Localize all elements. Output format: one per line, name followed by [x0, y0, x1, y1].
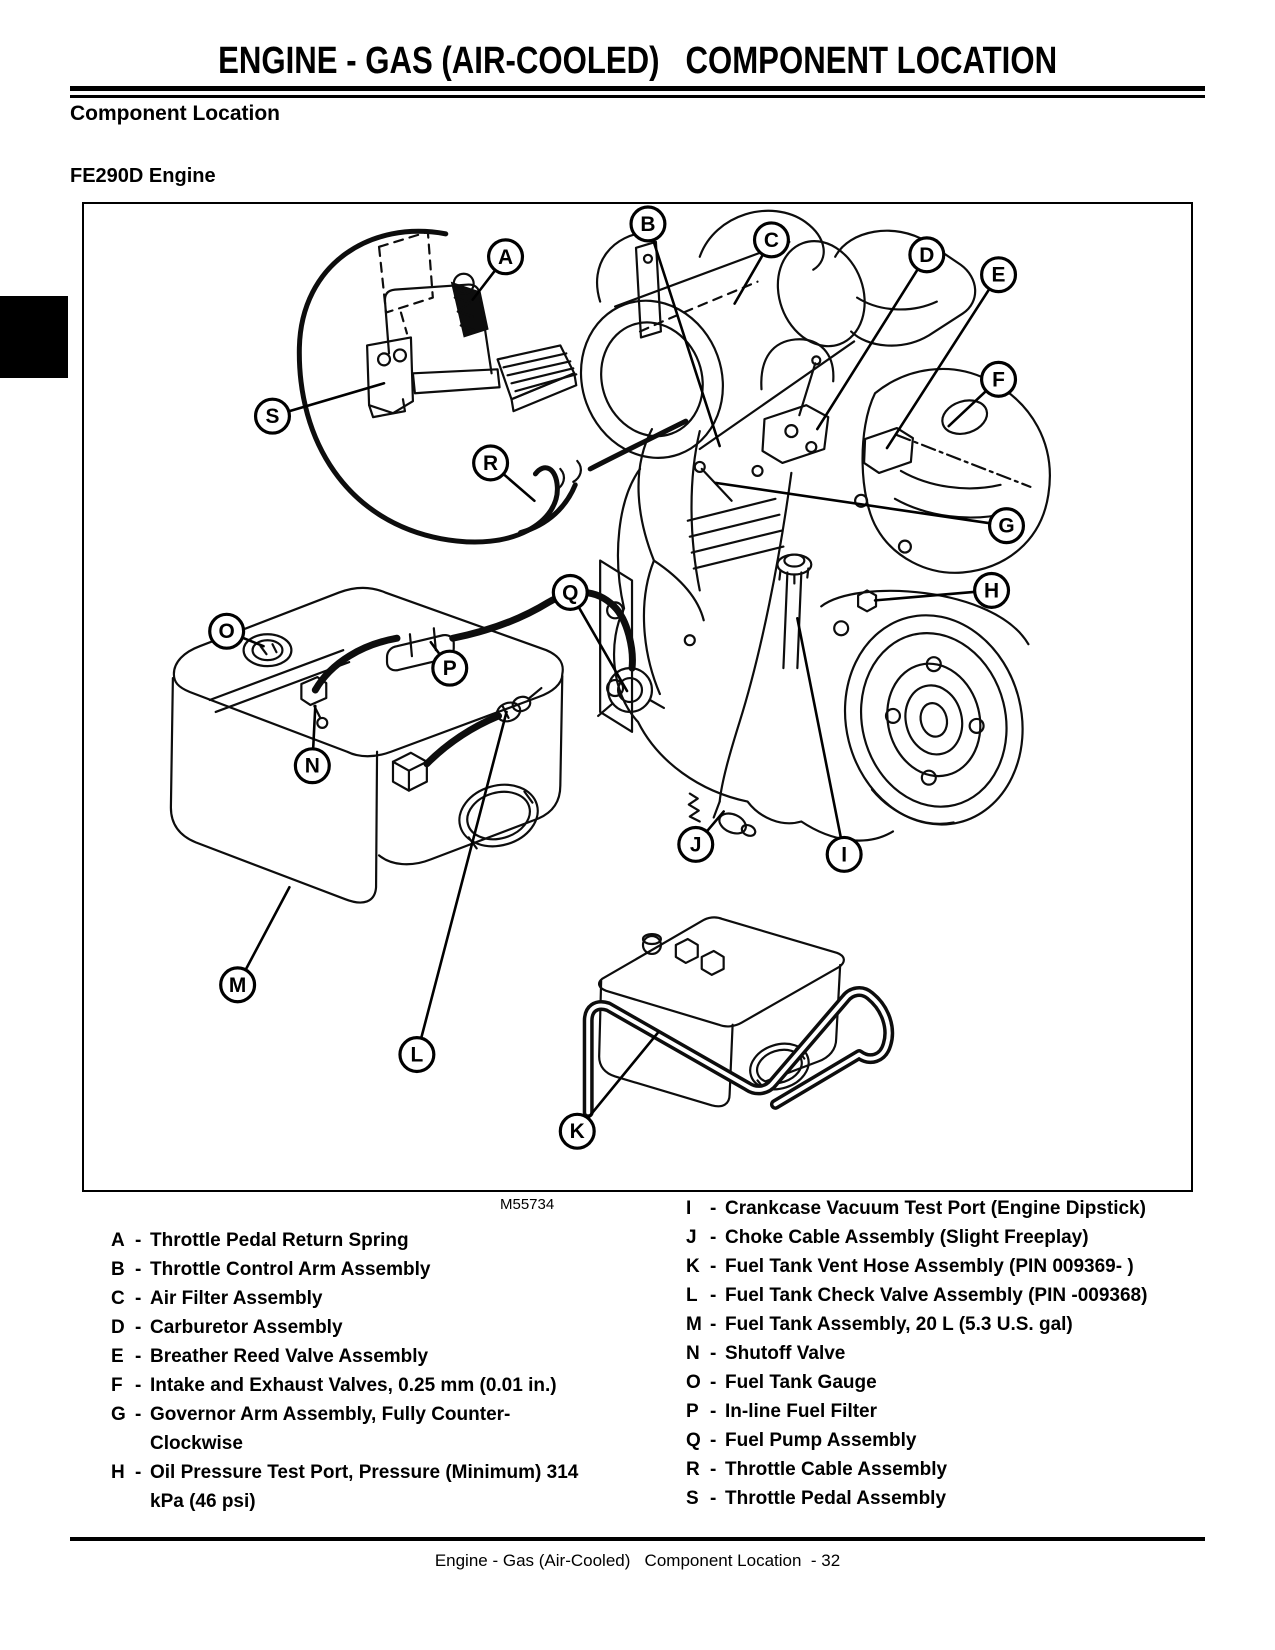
callout-M	[221, 968, 255, 1002]
callout-I	[827, 837, 861, 871]
legend-item-A	[111, 1226, 656, 1255]
legend-letter: O	[686, 1372, 701, 1393]
svg-text:L: L	[410, 1043, 424, 1067]
legend-letter: M	[686, 1314, 702, 1335]
legend-text: Throttle Control Arm Assembly	[150, 1259, 431, 1280]
legend-item-K	[686, 1252, 1186, 1281]
leader-line-D	[817, 255, 927, 429]
legend-item-R	[686, 1455, 1186, 1484]
legend-text: Intake and Exhaust Valves, 0.25 mm (0.01 in.)	[150, 1375, 557, 1396]
legend-item-G	[111, 1400, 656, 1458]
svg-text:K: K	[569, 1120, 585, 1144]
legend-separator: -	[710, 1372, 717, 1393]
legend-text: Fuel Tank Check Valve Assembly (PIN -009368)	[725, 1285, 1148, 1306]
section-heading: Component Location	[70, 102, 280, 125]
legend-letter: E	[111, 1346, 124, 1367]
legend-column-left	[111, 1226, 656, 1516]
legend-letter: I	[686, 1198, 692, 1219]
svg-text:F: F	[992, 368, 1005, 392]
callout-O	[210, 614, 244, 648]
legend-separator: -	[710, 1256, 717, 1277]
leader-line-I	[797, 618, 844, 854]
legend-item-S	[686, 1484, 1186, 1513]
legend-item-C	[111, 1284, 656, 1313]
callout-H	[975, 574, 1009, 608]
legend-separator: -	[710, 1488, 717, 1509]
svg-text:A: A	[497, 245, 514, 269]
legend-letter: J	[686, 1227, 697, 1248]
svg-text:E: E	[991, 263, 1006, 287]
legend-separator: -	[135, 1404, 142, 1425]
callout-B	[631, 207, 665, 241]
legend-separator: -	[710, 1314, 717, 1335]
legend-letter: F	[111, 1375, 123, 1396]
page-footer: Engine - Gas (Air-Cooled) Component Location - 32	[434, 1551, 841, 1570]
figure-code: M55734	[500, 1196, 555, 1213]
legend-separator: -	[710, 1227, 717, 1248]
legend-separator: -	[135, 1375, 142, 1396]
legend-text: Governor Arm Assembly, Fully Counter- Clockwise	[150, 1404, 511, 1454]
legend-text: Fuel Tank Gauge	[725, 1372, 877, 1393]
engine-diagram	[84, 204, 1191, 1190]
legend-separator: -	[135, 1346, 142, 1367]
legend-separator: -	[135, 1230, 142, 1251]
leader-line-B	[648, 224, 720, 446]
legend-text: Throttle Pedal Assembly	[725, 1488, 947, 1509]
legend-separator: -	[710, 1401, 717, 1422]
legend-letter: L	[686, 1285, 698, 1306]
legend-item-I	[686, 1194, 1186, 1223]
legend-letter: C	[111, 1288, 125, 1309]
legend-letter: N	[686, 1343, 700, 1364]
svg-text:M: M	[228, 973, 247, 997]
svg-text:H: H	[984, 579, 1000, 603]
svg-text:R: R	[483, 451, 499, 475]
figure-box	[82, 202, 1193, 1192]
legend-text: In-line Fuel Filter	[725, 1401, 878, 1422]
legend-item-E	[111, 1342, 656, 1371]
svg-text:O: O	[218, 620, 235, 644]
page-header	[70, 40, 1205, 83]
legend-text: Air Filter Assembly	[150, 1288, 323, 1309]
legend-item-H	[111, 1458, 656, 1516]
legend-item-P	[686, 1397, 1186, 1426]
callout-P	[433, 651, 467, 685]
legend-separator: -	[710, 1343, 717, 1364]
legend-text: Crankcase Vacuum Test Port (Engine Dipstick)	[725, 1198, 1146, 1219]
legend-letter: B	[111, 1259, 125, 1280]
legend-text: Choke Cable Assembly (Slight Freeplay)	[725, 1227, 1089, 1248]
footer-rule	[70, 1537, 1205, 1541]
legend-text: Fuel Pump Assembly	[725, 1430, 917, 1451]
engine-drawing	[559, 211, 1050, 844]
callout-S	[256, 399, 290, 433]
legend-text: Carburetor Assembly	[150, 1317, 343, 1338]
legend-item-D	[111, 1313, 656, 1342]
legend-letter: A	[111, 1230, 125, 1251]
callout-D	[910, 238, 944, 272]
callout-G	[990, 509, 1024, 543]
callout-J	[679, 827, 713, 861]
header-double-rule	[70, 86, 1205, 98]
legend-item-F	[111, 1371, 656, 1400]
svg-text:Q: Q	[562, 581, 579, 605]
legend-text: Fuel Tank Assembly, 20 L (5.3 U.S. gal)	[725, 1314, 1073, 1335]
svg-text:G: G	[998, 514, 1015, 538]
legend-item-Q	[686, 1426, 1186, 1455]
subsection-heading: FE290D Engine	[70, 165, 216, 187]
svg-text:D: D	[919, 243, 935, 267]
legend-item-N	[686, 1339, 1186, 1368]
legend-item-M	[686, 1310, 1186, 1339]
legend-separator: -	[135, 1317, 142, 1338]
legend-separator: -	[710, 1459, 717, 1480]
legend-letter: G	[111, 1404, 126, 1425]
legend-separator: -	[710, 1198, 717, 1219]
legend-text: Oil Pressure Test Port, Pressure (Minimum) 314 kPa (46 psi)	[150, 1462, 579, 1512]
page-title: ENGINE - GAS (AIR-COOLED) COMPONENT LOCATION	[217, 40, 1057, 82]
legend-text: Throttle Pedal Return Spring	[150, 1230, 409, 1251]
legend-separator: -	[135, 1259, 142, 1280]
legend-letter: R	[686, 1459, 700, 1480]
chapter-tab-marker	[0, 296, 68, 378]
legend-letter: S	[686, 1488, 699, 1509]
svg-text:S: S	[265, 405, 280, 429]
callout-K	[560, 1114, 594, 1148]
legend-letter: K	[686, 1256, 700, 1277]
callout-E	[982, 258, 1016, 292]
legend-letter: D	[111, 1317, 125, 1338]
callout-A	[489, 240, 523, 274]
svg-text:J: J	[689, 833, 702, 857]
vent-hose-assembly-drawing	[588, 917, 888, 1112]
svg-text:C: C	[763, 228, 780, 252]
legend-item-L	[686, 1281, 1186, 1310]
svg-text:N: N	[304, 754, 320, 778]
legend-item-J	[686, 1223, 1186, 1252]
callout-R	[474, 446, 508, 480]
legend-separator: -	[135, 1288, 142, 1309]
svg-text:B: B	[640, 212, 656, 236]
legend-letter: P	[686, 1401, 699, 1422]
callout-N	[295, 749, 329, 783]
legend-item-B	[111, 1255, 656, 1284]
svg-text:I: I	[841, 843, 848, 867]
legend-separator: -	[710, 1285, 717, 1306]
callout-C	[755, 223, 789, 257]
callout-Q	[553, 575, 587, 609]
legend-text: Fuel Tank Vent Hose Assembly (PIN 009369- )	[725, 1256, 1134, 1277]
callout-L	[400, 1038, 434, 1072]
legend-column-right	[686, 1194, 1186, 1513]
legend-item-O	[686, 1368, 1186, 1397]
legend-letter: Q	[686, 1430, 701, 1451]
legend-separator: -	[135, 1462, 142, 1483]
legend-text: Throttle Cable Assembly	[725, 1459, 948, 1480]
legend-separator: -	[710, 1430, 717, 1451]
svg-text:P: P	[442, 657, 457, 681]
legend-letter: H	[111, 1462, 125, 1483]
callout-F	[982, 362, 1016, 396]
legend-text: Breather Reed Valve Assembly	[150, 1346, 429, 1367]
legend-text: Shutoff Valve	[725, 1343, 846, 1364]
